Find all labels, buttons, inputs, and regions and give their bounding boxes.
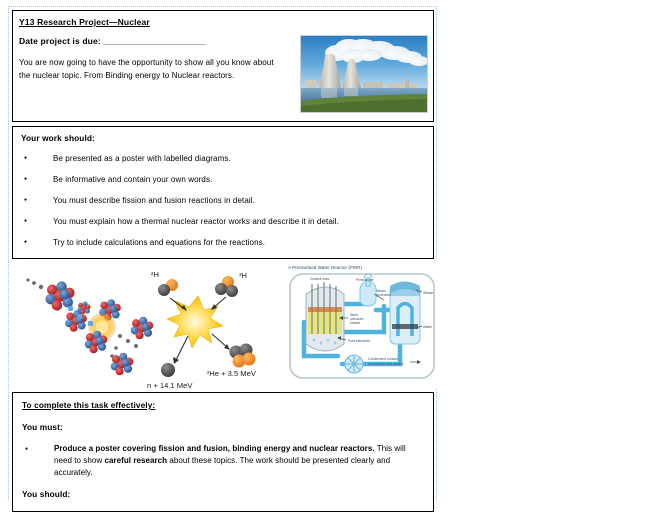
label-steel-pressure-vessel-3: vessel [350, 321, 360, 325]
pwr-diagram-svg [280, 260, 442, 388]
product-neutron [161, 363, 175, 377]
margin-guide-top [8, 6, 436, 7]
fission-fusion-svg [20, 264, 270, 389]
must-bullet-bold-2: careful research [104, 456, 168, 465]
label-steam-generator: Steam [376, 289, 387, 293]
due-date-line: Date project is due: _____________________ [19, 36, 206, 46]
fission-and-fusion-figure [20, 264, 270, 389]
task-content [13, 393, 433, 500]
deuterium-label: ²H [151, 270, 159, 279]
must-bullet-text-1: This will need to show [54, 444, 406, 465]
deuterium-nucleus [158, 279, 178, 296]
margin-guide-right [436, 6, 437, 501]
helium-nucleus [230, 344, 256, 368]
fusion-burst [167, 296, 223, 348]
reactor-caption: A Pressurised Water Reactor (PWR) [288, 265, 363, 270]
list-item: ● Be informative and contain your own words. [21, 174, 425, 185]
steel-pressure-vessel [306, 282, 344, 351]
must-bullet-bold: Produce a poster covering fission and fusion, binding energy and nuclear reactors. [54, 444, 375, 453]
list-item: ● Try to include calculations and equations for the reactions. [21, 237, 425, 248]
helium-label: ⁴He + 3.5 MeV [206, 369, 256, 378]
steam-generator [390, 282, 420, 345]
work-requirements-table-cell [12, 126, 434, 259]
label-steel-pressure-vessel: Steel [350, 313, 358, 317]
work-content [13, 127, 433, 248]
list-item: ● Be presented as a poster with labelled diagrams. [21, 153, 425, 164]
must-bullet-text-2: about these topics. The work should be presented clearly and accurately. [54, 456, 391, 477]
label-control-rods: Control rods [310, 277, 330, 281]
list-item: ● You must describe fission and fusion reactions in detail. [21, 195, 425, 206]
list-item: ● You must explain how a thermal nuclear reactor works and describe it in detail. [21, 216, 425, 227]
tritium-label: ³H [239, 271, 247, 280]
intro-table-cell [12, 10, 434, 122]
label-fuel-elements: Fuel elements [348, 339, 370, 343]
work-bullet-list [21, 153, 425, 248]
nuclear-power-plant-photo [300, 35, 428, 113]
neutron-label: n + 14.1 MeV [147, 381, 193, 389]
label-water: Water [423, 325, 433, 329]
label-steel-pressure-vessel-2: pressure [350, 317, 364, 321]
label-steam: Steam [423, 291, 434, 295]
task-heading: To complete this task effectively: [22, 400, 156, 410]
label-steam-generator-2: generator [376, 293, 391, 297]
work-heading: Your work should: [21, 133, 95, 143]
tritium-nucleus [215, 276, 238, 297]
list-item [22, 443, 424, 479]
you-should-label: You should: [22, 489, 71, 499]
page-title: Y13 Research Project—Nuclear [19, 17, 150, 27]
label-pressuriser: Pressuriser [356, 278, 374, 282]
task-instructions-table-cell [12, 392, 434, 512]
label-condensed-coolant-2: (moderator and steam) [368, 362, 404, 366]
figures-row [12, 260, 434, 391]
intro-paragraph: You are now going to have the opportunity to show all you know about the nuclear topic. From Binding energy to Nuclear reactors. [19, 58, 274, 80]
task-bullet-list [22, 443, 424, 479]
you-must-label: You must: [22, 422, 63, 432]
pwr-reactor-figure [280, 260, 442, 388]
margin-guide-left [8, 6, 9, 501]
coolant-pump [345, 355, 363, 373]
incoming-neutron-trail [26, 278, 43, 289]
plant-photo-svg [301, 36, 427, 112]
label-condensed-coolant: Condensed coolant [368, 357, 399, 361]
